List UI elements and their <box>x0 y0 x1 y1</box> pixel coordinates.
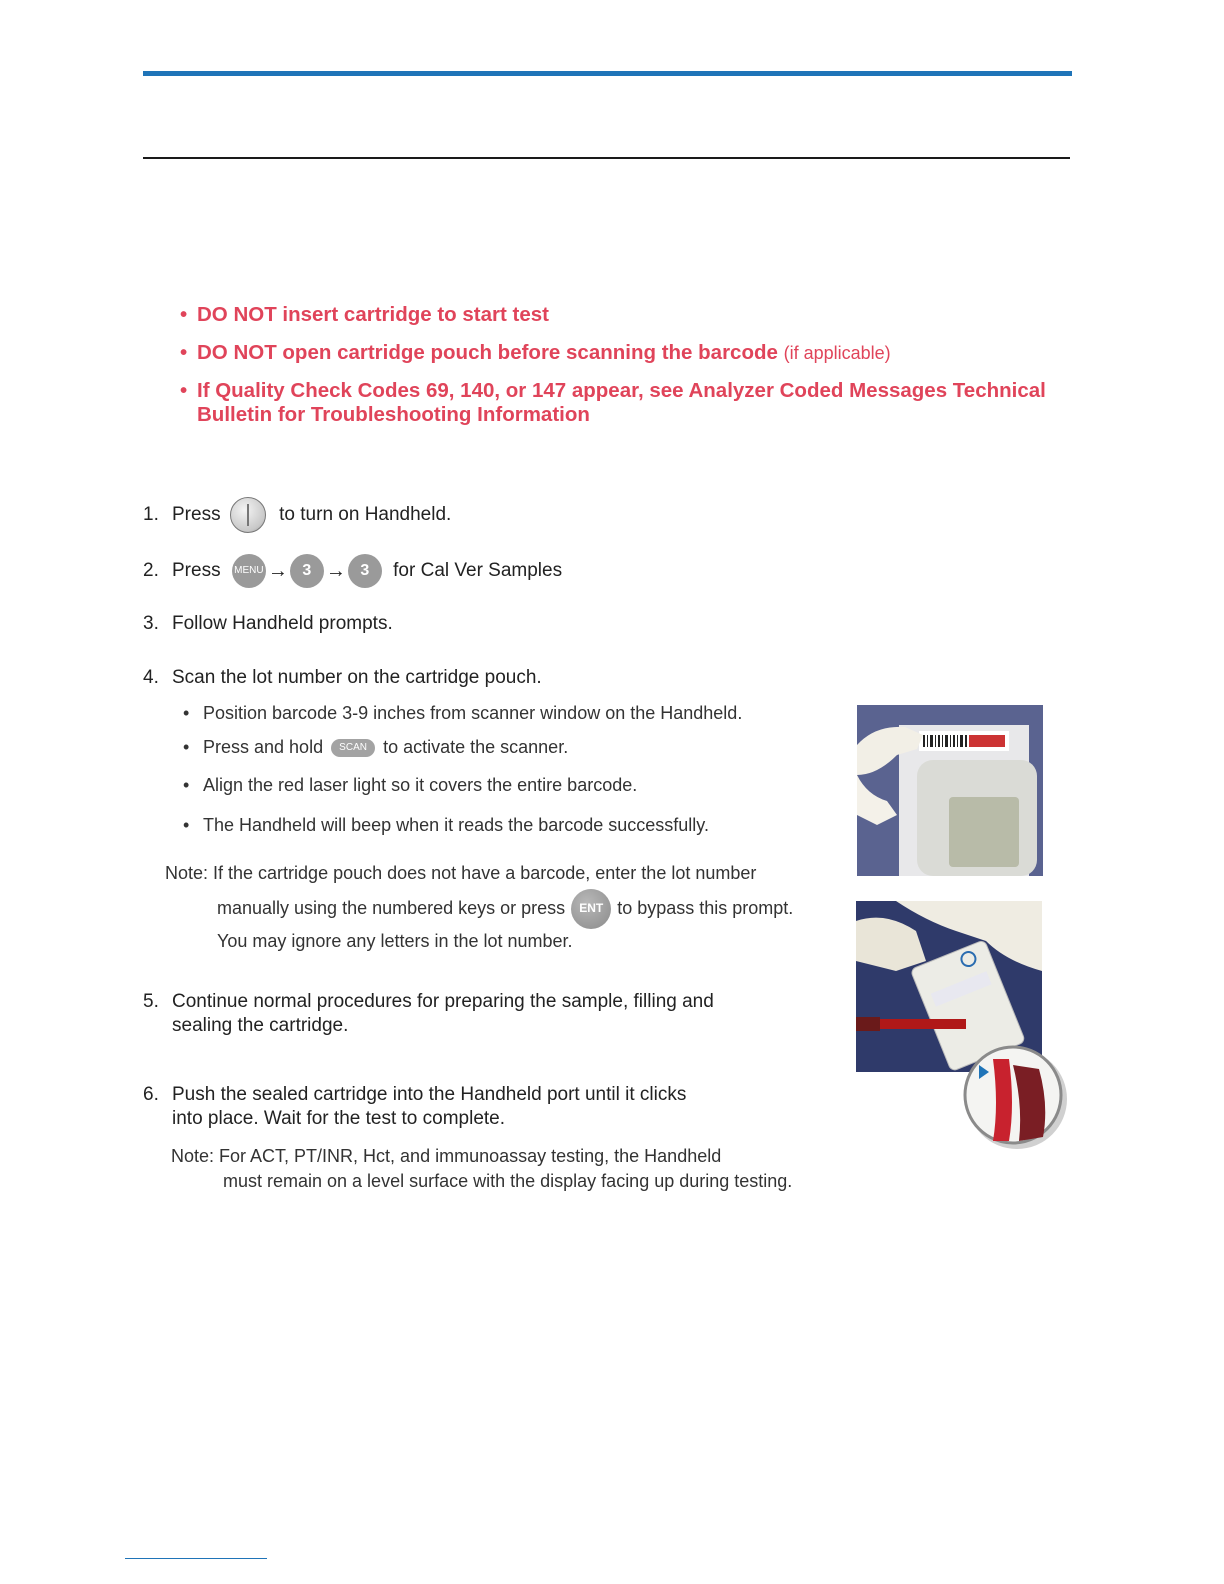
scanning-barcode-photo <box>857 705 1043 876</box>
step-6-note-line-1: Note: For ACT, PT/INR, Hct, and immunoassay testing, the Handheld <box>171 1146 722 1166</box>
warning-2-suffix: (if applicable) <box>783 343 891 363</box>
scan-key-icon: SCAN <box>331 739 375 757</box>
ent-key-icon: ENT <box>571 889 611 929</box>
arrow-icon: → <box>325 560 346 582</box>
step-4-note-line-3: You may ignore any letters in the lot number. <box>217 931 573 951</box>
step-4-bullet-4: • The Handheld will beep when it reads the barcode successfully. <box>183 815 709 835</box>
step-6-note-line-2: must remain on a level surface with the display facing up during testing. <box>223 1171 793 1191</box>
warning-1: • DO NOT insert cartridge to start test <box>180 303 549 326</box>
step-4-bullet-2: • Press and hold SCAN to activate the scanner. <box>183 737 569 757</box>
key-3-icon: 3 <box>348 554 382 588</box>
power-key-icon <box>230 497 266 533</box>
step-2: 2. Press MENU → 3 → 3 for Cal Ver Samples <box>143 553 562 589</box>
cartridge-fill-mark-inset <box>963 1045 1075 1157</box>
step-1: 1. Press to turn on Handheld. <box>143 497 451 533</box>
warning-3: • If Quality Check Codes 69, 140, or 147 appear, see Analyzer Coded Messages Technical Bulletin for Troubleshooting Information <box>180 379 1046 426</box>
arrow-icon: → <box>267 560 288 582</box>
footer-rule <box>125 1558 267 1559</box>
header-accent-rule <box>143 71 1072 76</box>
step-4-note-line-1: Note: If the cartridge pouch does not have a barcode, enter the lot number <box>165 863 757 883</box>
key-3-icon: 3 <box>290 554 324 588</box>
step-3: 3. Follow Handheld prompts. <box>143 613 393 634</box>
warning-2: • DO NOT open cartridge pouch before scanning the barcode (if applicable) <box>180 341 891 364</box>
step-4-bullet-3: • Align the red laser light so it covers the entire barcode. <box>183 775 638 795</box>
menu-key-icon: MENU <box>232 554 266 588</box>
step-4-bullet-1: • Position barcode 3-9 inches from scanner window on the Handheld. <box>183 703 743 723</box>
step-4-note-line-2: manually using the numbered keys or press ENT to bypass this prompt. <box>217 888 793 929</box>
header-divider <box>143 157 1070 159</box>
step-6: 6. Push the sealed cartridge into the Handheld port until it clicks into place. Wait for the test to complete. <box>143 1084 687 1129</box>
step-4: 4. Scan the lot number on the cartridge pouch. <box>143 667 542 688</box>
step-5: 5. Continue normal procedures for preparing the sample, filling and sealing the cartridge. <box>143 991 714 1036</box>
